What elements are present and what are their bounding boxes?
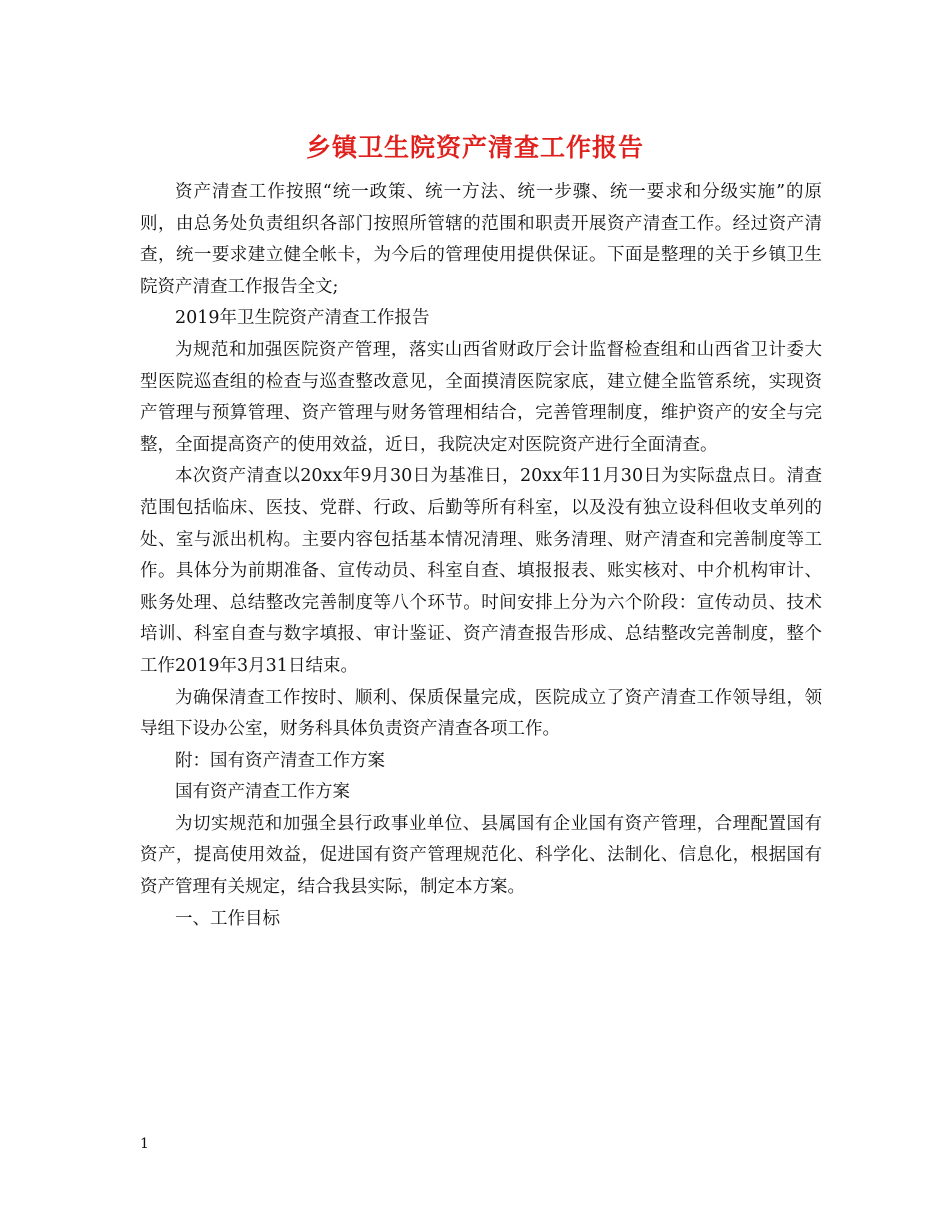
paragraph-intro: 资产清查工作按照“统一政策、统一方法、统一步骤、统一要求和分级实施”的原则，由总务处负责组织各部门按照所管辖的范围和职责开展资产清查工作。经过资产清查，统一要求建立健全帐卡，为今后的管理使用提供保证。下面是整理的关于乡镇卫生院资产清查工作报告全文; xyxy=(140,182,822,297)
section-heading-goals: 一、工作目标 xyxy=(175,908,280,929)
paragraph-appendix-label: 附：国有资产清查工作方案 xyxy=(175,750,385,771)
document-body xyxy=(140,177,822,935)
document-title: 乡镇卫生院资产清查工作报告 xyxy=(305,133,644,162)
paragraph-report-heading: 2019年卫生院资产清查工作报告 xyxy=(175,308,430,329)
page-number: 1 xyxy=(140,1136,149,1152)
paragraph-scope: 本次资产清查以20xx年9月30日为基准日，20xx年11月30日为实际盘点日。清查范围包括临床、医技、党群、行政、后勤等所有科室，以及没有独立设科但收支单列的处、室与派出机构。主要内容包括基本情况清理、账务清理、财产清查和完善制度等工作。具体分为前期准备、宣传动员、科室自查、填报报表、账实核对、中介机构审计、账务处理、总结整改完善制度等八个环节。时间安排上分为六个阶段：宣传动员、技术培训、科室自查与数字填报、审计鉴证、资产清查报告形成、总结整改完善制度，整个工作2019年3月31日结束。 xyxy=(140,466,822,676)
paragraph-plan-heading: 国有资产清查工作方案 xyxy=(175,782,350,803)
paragraph-leadership: 为确保清查工作按时、顺利、保质保量完成，医院成立了资产清查工作领导组，领导组下设办公室，财务科具体负责资产清查各项工作。 xyxy=(140,687,822,740)
paragraph-purpose: 为规范和加强医院资产管理，落实山西省财政厅会计监督检查组和山西省卫计委大型医院巡查组的检查与巡查整改意见，全面摸清医院家底，建立健全监管系统，实现资产管理与预算管理、资产管理与财务管理相结合，完善管理制度，维护资产的安全与完整，全面提高资产的使用效益，近日，我院决定对医院资产进行全面清查。 xyxy=(140,339,822,455)
paragraph-plan-intro: 为切实规范和加强全县行政事业单位、县属国有企业国有资产管理，合理配置国有资产，提高使用效益，促进国有资产管理规范化、科学化、法制化、信息化，根据国有资产管理有关规定，结合我县实际，制定本方案。 xyxy=(140,813,822,898)
